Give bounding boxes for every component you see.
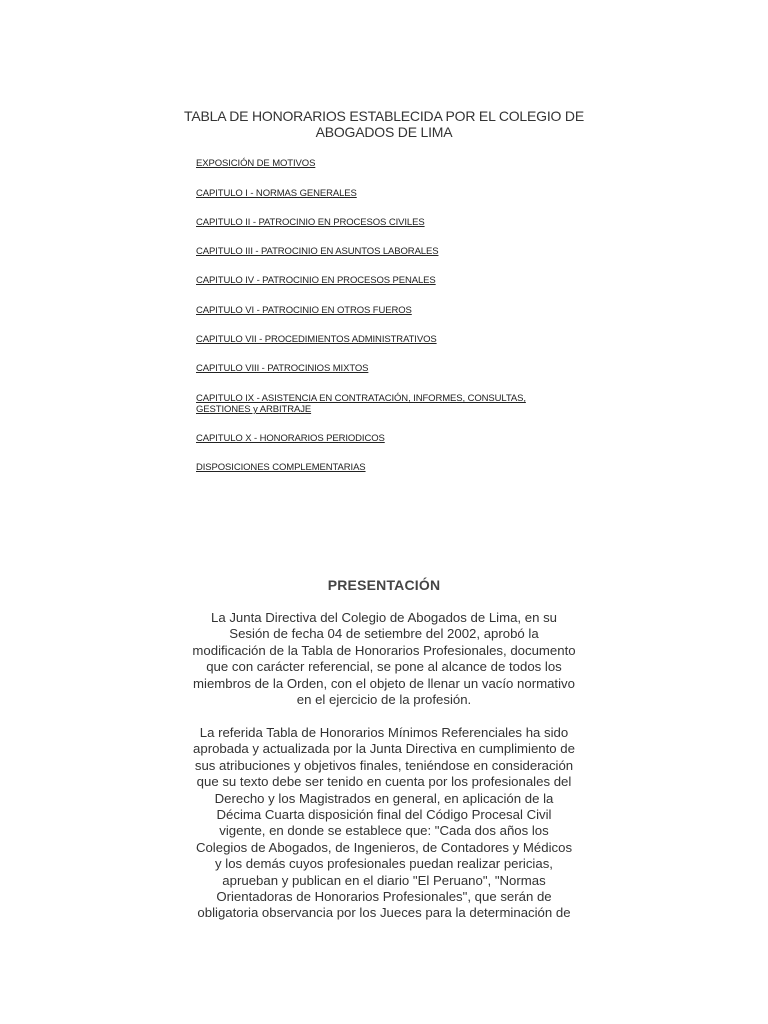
presentation-heading: PRESENTACIÓN: [327, 577, 441, 593]
presentation-paragraph: La referida Tabla de Honorarios Mínimos Referenciales ha sido aprobada y actualizada por la Junta Directiva en cumplimiento de sus atribuciones y objetivos finales, teniéndose en consideración que su texto debe ser tenido en cuenta por los profesionales del Derecho y los Magistrados en general, en aplicación de la Décima Cuarta disposición final del Código Procesal Civil vigente, en donde se establece que: "Cada dos años los Colegios de Abogados, de Ingenieros, de Contadores y Médicos y los demás cuyos profesionales puedan realizar pericias, aprueban y publican en el diario "El Peruano", "Normas Orientadoras de Honorarios Profesionales", que serán de obligatoria observancia por los Jueces para la determinación de: [193, 725, 575, 921]
toc-link-capitulo-10[interactable]: CAPITULO X - HONORARIOS PERIODICOS: [196, 433, 385, 444]
toc-link-capitulo-4[interactable]: CAPITULO IV - PATROCINIO EN PROCESOS PENALES: [196, 275, 436, 286]
toc-link-capitulo-2[interactable]: CAPITULO II - PATROCINIO EN PROCESOS CIVILES: [196, 217, 425, 228]
toc-link-capitulo-8[interactable]: CAPITULO VIII - PATROCINIOS MIXTOS: [196, 363, 369, 374]
presentation-paragraph: La Junta Directiva del Colegio de Abogados de Lima, en su Sesión de fecha 04 de setiembre del 2002, aprobó la modificación de la Tabla de Honorarios Profesionales, documento que con carácter referencial, se pone al alcance de todos los miembros de la Orden, con el objeto de llenar un vacío normativo en el ejercicio de la profesión.: [192, 610, 576, 708]
toc-link-capitulo-6[interactable]: CAPITULO VI - PATROCINIO EN OTROS FUEROS: [196, 305, 412, 316]
toc-link-disposiciones-complementarias[interactable]: DISPOSICIONES COMPLEMENTARIAS: [196, 462, 366, 473]
document-title: TABLA DE HONORARIOS ESTABLECIDA POR EL COLEGIO DE ABOGADOS DE LIMA: [184, 108, 584, 140]
toc-link-capitulo-1[interactable]: CAPITULO I - NORMAS GENERALES: [196, 188, 357, 199]
toc-link-capitulo-9[interactable]: CAPITULO IX - ASISTENCIA EN CONTRATACIÓN, INFORMES, CONSULTAS, GESTIONES y ARBITRAJE: [196, 393, 526, 415]
toc-link-capitulo-7[interactable]: CAPITULO VII - PROCEDIMIENTOS ADMINISTRATIVOS: [196, 334, 437, 345]
toc-link-exposicion-de-motivos[interactable]: EXPOSICIÓN DE MOTIVOS: [196, 158, 316, 169]
toc-link-capitulo-3[interactable]: CAPITULO III - PATROCINIO EN ASUNTOS LABORALES: [196, 246, 439, 257]
